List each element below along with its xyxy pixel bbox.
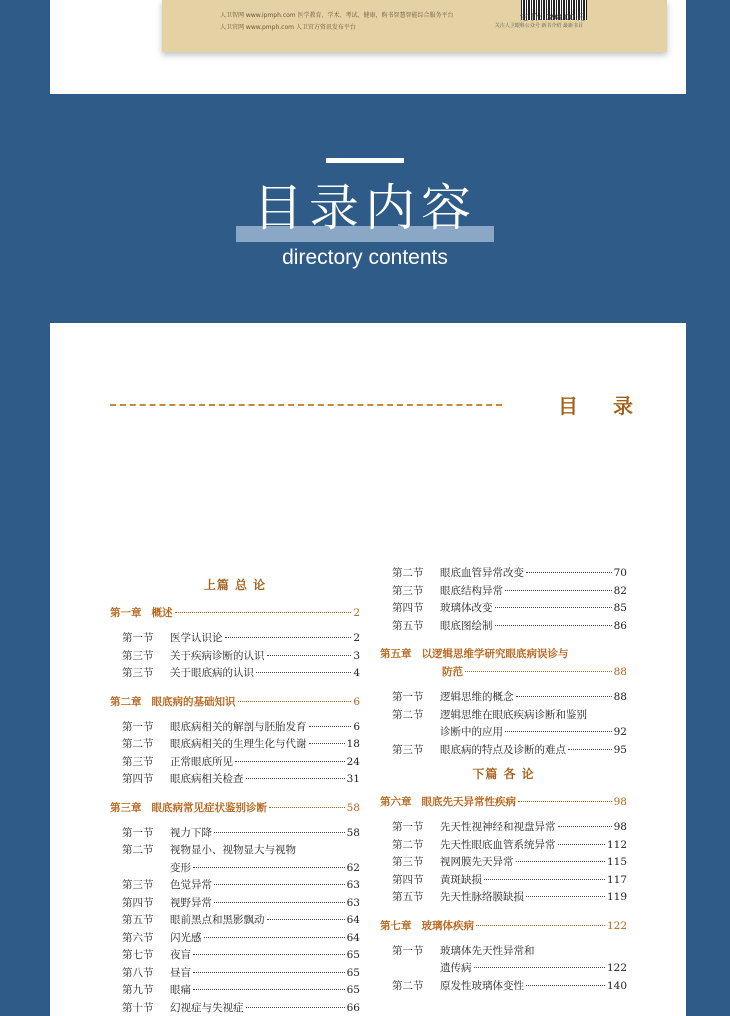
- dot-leader: [193, 954, 345, 955]
- dot-leader: [269, 807, 345, 808]
- toc-section[interactable]: [380, 707, 627, 725]
- toc-section-continuation[interactable]: [380, 724, 627, 742]
- page-number: 92: [613, 726, 627, 738]
- section-title: 夜盲: [170, 949, 191, 961]
- section-title: 医学认识论: [170, 632, 223, 644]
- chapter-title: 眼底病的基础知识: [151, 695, 236, 708]
- heading-accent-bar: [326, 158, 404, 163]
- page-number: 95: [613, 743, 627, 756]
- dot-leader: [214, 832, 345, 833]
- section-number: 第二节: [122, 844, 154, 856]
- toc-section[interactable]: [110, 719, 360, 737]
- toc-chapter[interactable]: [110, 693, 360, 711]
- section-title: 视野异常: [170, 896, 212, 909]
- toc-section[interactable]: [110, 930, 360, 948]
- section-title: 正常眼底所见: [170, 755, 233, 768]
- cover-price: 定 价：398.00 元: [519, 13, 585, 22]
- toc-section[interactable]: [380, 583, 627, 601]
- page-number: 98: [613, 821, 627, 833]
- page-number: 112: [606, 838, 627, 851]
- section-title: 逻辑思维在眼底疾病诊断和鉴别: [440, 708, 587, 721]
- chapter-number: 第五章: [380, 648, 412, 660]
- dot-leader: [309, 743, 345, 744]
- section-number: 第一节: [122, 720, 154, 733]
- toc-section[interactable]: [110, 825, 360, 843]
- dot-leader: [235, 761, 345, 762]
- toc-chapter[interactable]: [380, 917, 627, 935]
- toc-section[interactable]: [110, 665, 360, 683]
- toc-section[interactable]: [380, 854, 627, 872]
- dot-leader: [193, 867, 345, 868]
- page-number: 6: [353, 695, 360, 708]
- page-number: 58: [346, 826, 360, 839]
- page-number: 4: [353, 667, 360, 679]
- toc-section[interactable]: [110, 982, 360, 1000]
- section-title: 原发性玻璃体变性: [440, 979, 524, 992]
- dot-leader: [267, 919, 345, 920]
- section-subtitle: directory contents: [282, 246, 448, 269]
- section-number: 第四节: [122, 773, 154, 785]
- section-number: 第四节: [122, 896, 154, 909]
- page-number: 3: [353, 649, 360, 662]
- toc-section[interactable]: [380, 943, 627, 961]
- page-number: 31: [346, 773, 360, 785]
- toc-section[interactable]: [380, 618, 627, 636]
- section-number: 第六节: [122, 931, 154, 944]
- dot-leader: [267, 655, 352, 656]
- page-number: 122: [606, 919, 627, 932]
- toc-section[interactable]: [380, 600, 627, 618]
- section-number: 第三节: [122, 879, 154, 891]
- dot-leader: [238, 701, 352, 702]
- section-title: 逻辑思维的概念: [440, 691, 514, 703]
- toc-section[interactable]: [380, 565, 627, 583]
- toc-section[interactable]: [110, 895, 360, 913]
- section-number: 第一节: [122, 826, 154, 839]
- dot-leader: [193, 972, 345, 973]
- chapter-title: 眼底先天异常性疾病: [421, 796, 516, 808]
- page-number: 115: [606, 856, 627, 868]
- page-number: 24: [346, 755, 360, 768]
- section-number: 第五节: [392, 619, 424, 632]
- page-number: 18: [346, 738, 360, 750]
- toc-section[interactable]: [110, 648, 360, 666]
- toc-left-column: [110, 565, 360, 1016]
- page-number: 65: [346, 966, 360, 979]
- page-number: 63: [346, 896, 360, 909]
- section-title: 视物显小、视物显大与视物: [170, 844, 296, 856]
- section-title: 眼底结构异常: [440, 584, 503, 597]
- page-number: 98: [613, 796, 627, 808]
- dot-leader: [505, 590, 612, 591]
- section-title: 昼盲: [170, 966, 191, 979]
- toc-section[interactable]: [380, 872, 627, 890]
- toc-chapter[interactable]: [110, 799, 360, 817]
- cover-info-line: 人卫官网 www.pmph.com 人卫官方资讯发布平台: [220, 24, 356, 31]
- section-title: 色觉异常: [170, 879, 212, 891]
- section-title: 先天性脉络膜缺损: [440, 891, 524, 903]
- top-card: [50, 0, 686, 94]
- dot-leader: [526, 985, 605, 986]
- dot-leader: [516, 861, 605, 862]
- dot-leader: [204, 937, 345, 938]
- toc-page: [50, 323, 686, 1016]
- page-number: 140: [606, 979, 627, 992]
- dashed-divider: [110, 404, 502, 406]
- dot-leader: [516, 696, 612, 697]
- page-number: 64: [346, 931, 360, 944]
- section-title: 玻璃体先天性异常和: [440, 944, 535, 957]
- section-title-cont: 诊断中的应用: [440, 726, 503, 738]
- section-number: 第二节: [392, 708, 424, 721]
- toc-section[interactable]: [380, 889, 627, 907]
- section-number: 第一节: [392, 944, 424, 957]
- dot-leader: [214, 884, 345, 885]
- section-number: 第二节: [392, 838, 424, 851]
- page-number: 88: [613, 691, 627, 703]
- toc-section[interactable]: [110, 771, 360, 789]
- chapter-number: 第一章: [110, 607, 142, 619]
- section-number: 第一节: [392, 821, 424, 833]
- page-number: 64: [346, 914, 360, 926]
- chapter-title: 玻璃体疾病: [421, 919, 474, 932]
- section-number: 第五节: [122, 914, 154, 926]
- dot-leader: [495, 607, 612, 608]
- page-number: 82: [613, 584, 627, 597]
- dot-leader: [175, 612, 352, 613]
- toc-section[interactable]: [380, 978, 627, 996]
- toc-section[interactable]: [380, 742, 627, 760]
- section-title-cont: 遗传病: [440, 962, 472, 974]
- section-title: 目录内容: [253, 179, 477, 237]
- chapter-number: 第六章: [380, 796, 412, 808]
- page-number: 6: [353, 720, 360, 733]
- page-number: 85: [613, 602, 627, 614]
- toc-section[interactable]: [110, 842, 360, 860]
- page-number: 122: [606, 962, 627, 974]
- section-title: 眼底病相关的解剖与胚胎发育: [170, 720, 307, 733]
- toc-chapter[interactable]: [110, 604, 360, 622]
- section-title: 眼底病的特点及诊断的难点: [440, 743, 566, 756]
- section-title: 关于疾病诊断的认识: [170, 649, 265, 662]
- section-number: 第五节: [392, 891, 424, 903]
- page-number: 58: [346, 801, 360, 814]
- dot-leader: [474, 967, 605, 968]
- dot-leader: [309, 726, 352, 727]
- page-number: 88: [613, 666, 627, 678]
- section-title: 幻视症与失视症: [170, 1001, 244, 1014]
- chapter-title: 概述: [151, 607, 173, 619]
- section-title: 视网膜先天异常: [440, 856, 514, 868]
- page-number: 86: [613, 619, 627, 632]
- dot-leader: [568, 749, 612, 750]
- toc-section[interactable]: [110, 965, 360, 983]
- toc-section[interactable]: [110, 754, 360, 772]
- page-number: 119: [606, 891, 627, 903]
- toc-section[interactable]: [110, 1000, 360, 1016]
- section-number: 第三节: [392, 743, 424, 756]
- section-number: 第十节: [122, 1001, 154, 1014]
- section-title: 眼痛: [170, 984, 191, 996]
- chapter-number: 第三章: [110, 801, 142, 814]
- toc-section[interactable]: [110, 947, 360, 965]
- page-number: 65: [346, 949, 360, 961]
- section-number: 第二节: [392, 567, 424, 579]
- dot-leader: [246, 778, 345, 779]
- page-number: 2: [353, 632, 360, 644]
- toc-section-continuation[interactable]: [380, 960, 627, 978]
- chapter-number: 第七章: [380, 919, 412, 932]
- section-title: 闪光感: [170, 931, 202, 944]
- section-number: 第四节: [392, 873, 424, 886]
- cover-info-line: 人卫智网 www.ipmph.com 医学教育、学术、考试、健康，购书智慧智能综合服务平台: [220, 12, 454, 19]
- section-number: 第二节: [122, 738, 154, 750]
- page-number: 65: [346, 984, 360, 996]
- dot-leader: [193, 989, 345, 990]
- part-title: 上篇 总 论: [203, 578, 267, 592]
- toc-section[interactable]: [380, 689, 627, 707]
- toc-title: 目 录: [558, 394, 647, 418]
- page-number: 63: [346, 879, 360, 891]
- book-cover-image: [162, 0, 667, 52]
- chapter-title-cont: 防范: [442, 666, 463, 678]
- dot-leader: [214, 902, 345, 903]
- dot-leader: [558, 844, 605, 845]
- section-number: 第七节: [122, 949, 154, 961]
- dot-leader: [256, 672, 351, 673]
- dot-leader: [526, 572, 612, 573]
- section-number: 第一节: [122, 632, 154, 644]
- section-title: 黄斑缺损: [440, 873, 482, 886]
- dot-leader: [484, 879, 605, 880]
- section-number: 第三节: [392, 856, 424, 868]
- dot-leader: [505, 731, 612, 732]
- section-title-cont: 变形: [170, 861, 191, 874]
- chapter-title: 眼底病常见症状鉴别诊断: [151, 801, 267, 814]
- dot-leader: [495, 625, 612, 626]
- section-title: 眼底病相关检查: [170, 773, 244, 785]
- dot-leader: [476, 925, 605, 926]
- toc-section[interactable]: [110, 736, 360, 754]
- toc-chapter[interactable]: [380, 645, 627, 681]
- section-number: 第八节: [122, 966, 154, 979]
- toc-section[interactable]: [110, 877, 360, 895]
- section-title: 先天性视神经和视盘异常: [440, 821, 556, 833]
- section-title: 眼前黑点和黑影飘动: [170, 914, 265, 926]
- dot-leader: [558, 826, 612, 827]
- toc-right-column: [380, 565, 627, 995]
- section-number: 第九节: [122, 984, 154, 996]
- chapter-number: 第二章: [110, 695, 142, 708]
- toc-section-continuation[interactable]: [110, 860, 360, 878]
- section-number: 第三节: [392, 584, 424, 597]
- toc-section[interactable]: [110, 630, 360, 648]
- dot-leader: [526, 896, 605, 897]
- section-number: 第三节: [122, 755, 154, 768]
- dot-leader: [246, 1007, 345, 1008]
- toc-section[interactable]: [110, 912, 360, 930]
- page-number: 70: [613, 567, 627, 579]
- section-number: 第一节: [392, 691, 424, 703]
- toc-section[interactable]: [380, 837, 627, 855]
- chapter-title: 以逻辑思维学研究眼底病误诊与: [421, 648, 569, 660]
- section-title: 眼底图绘制: [440, 619, 493, 632]
- section-title: 眼底病相关的生理生化与代谢: [170, 738, 307, 750]
- cover-label: 关注人卫眼科公众号 新书介绍 最新书目: [494, 23, 583, 29]
- dot-leader: [518, 801, 612, 802]
- section-title: 视力下降: [170, 826, 212, 839]
- section-title: 玻璃体改变: [440, 602, 493, 614]
- page-number: 62: [346, 861, 360, 874]
- section-number: 第三节: [122, 667, 154, 679]
- page-number: 2: [353, 607, 360, 619]
- section-title: 先天性眼底血管系统异常: [440, 838, 556, 851]
- toc-chapter[interactable]: [380, 793, 627, 811]
- section-number: 第二节: [392, 979, 424, 992]
- toc-section[interactable]: [380, 819, 627, 837]
- section-title: 关于眼底病的认识: [170, 667, 254, 679]
- dot-leader: [225, 637, 352, 638]
- part-title: 下篇 各 论: [472, 767, 535, 781]
- section-number: 第四节: [392, 602, 424, 614]
- section-number: 第三节: [122, 649, 154, 662]
- dot-leader: [465, 671, 612, 672]
- page-number: 117: [606, 873, 627, 886]
- page-number: 66: [346, 1001, 360, 1014]
- section-title: 眼底血管异常改变: [440, 567, 524, 579]
